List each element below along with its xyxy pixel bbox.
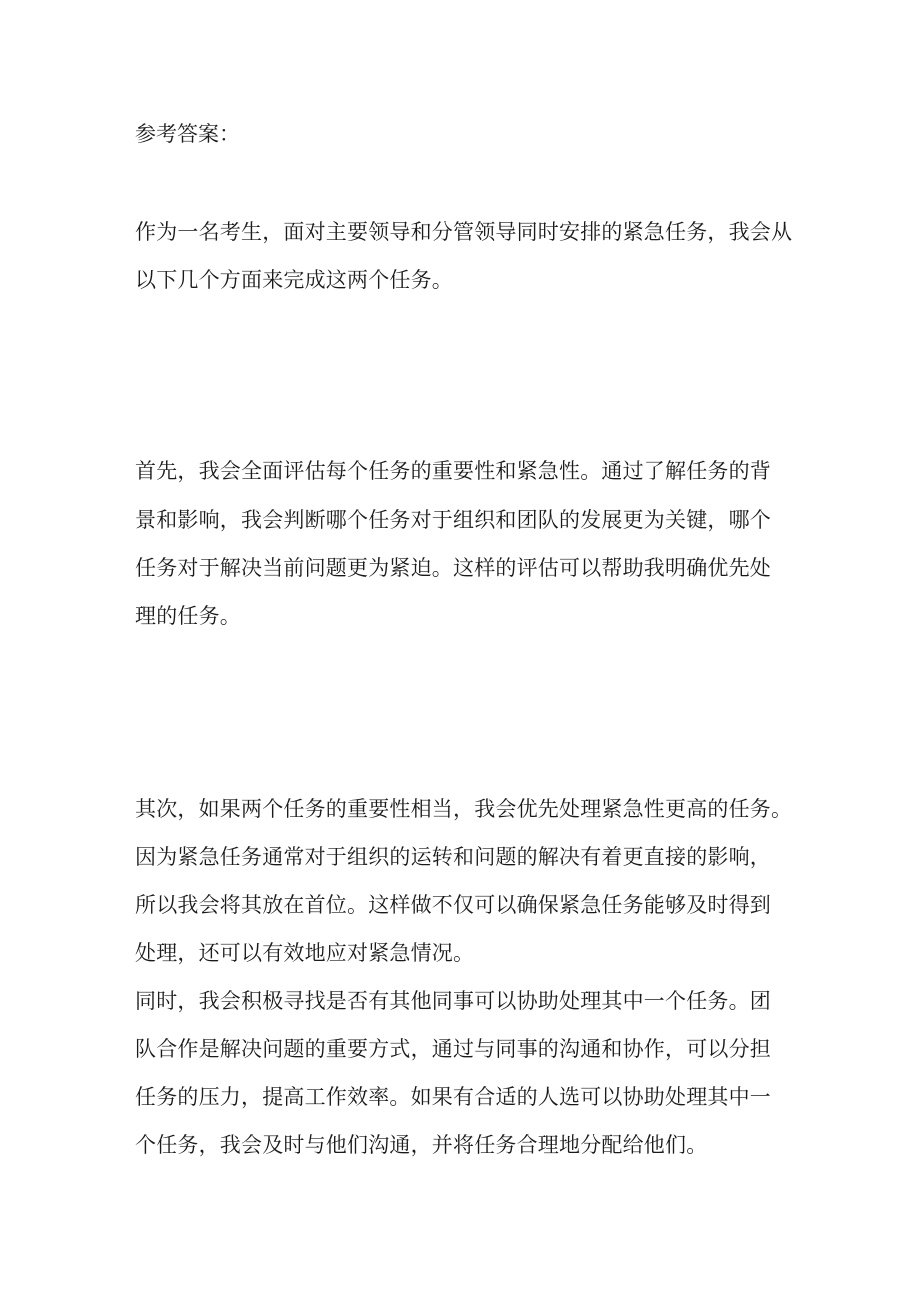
paragraph-line: 因为紧急任务通常对于组织的运转和问题的解决有着更直接的影响， [135, 845, 771, 869]
paragraph-line: 处理，还可以有效地应对紧急情况。 [135, 941, 475, 965]
intro-line: 作为一名考生，面对主要领导和分管领导同时安排的紧急任务，我会从 [135, 220, 793, 244]
paragraph-line: 首先，我会全面评估每个任务的重要性和紧急性。通过了解任务的背 [135, 459, 771, 483]
paragraph-line: 其次，如果两个任务的重要性相当，我会优先处理紧急性更高的任务。 [135, 797, 793, 821]
paragraph-line: 个任务，我会及时与他们沟通，并将任务合理地分配给他们。 [135, 1133, 708, 1157]
paragraph-line: 队合作是解决问题的重要方式，通过与同事的沟通和协作，可以分担 [135, 1037, 771, 1061]
answer-heading: 参考答案： [135, 122, 240, 146]
paragraph-line: 任务的压力，提高工作效率。如果有合适的人选可以协助处理其中一 [135, 1085, 771, 1109]
paragraph-line: 景和影响，我会判断哪个任务对于组织和团队的发展更为关键，哪个 [135, 508, 771, 532]
paragraph-line: 所以我会将其放在首位。这样做不仅可以确保紧急任务能够及时得到 [135, 893, 771, 917]
paragraph-line: 理的任务。 [135, 604, 241, 628]
intro-line: 以下几个方面来完成这两个任务。 [135, 268, 453, 292]
paragraph-line: 任务对于解决当前问题更为紧迫。这样的评估可以帮助我明确优先处 [135, 556, 771, 580]
paragraph-line: 同时，我会积极寻找是否有其他同事可以协助处理其中一个任务。团 [135, 989, 771, 1013]
